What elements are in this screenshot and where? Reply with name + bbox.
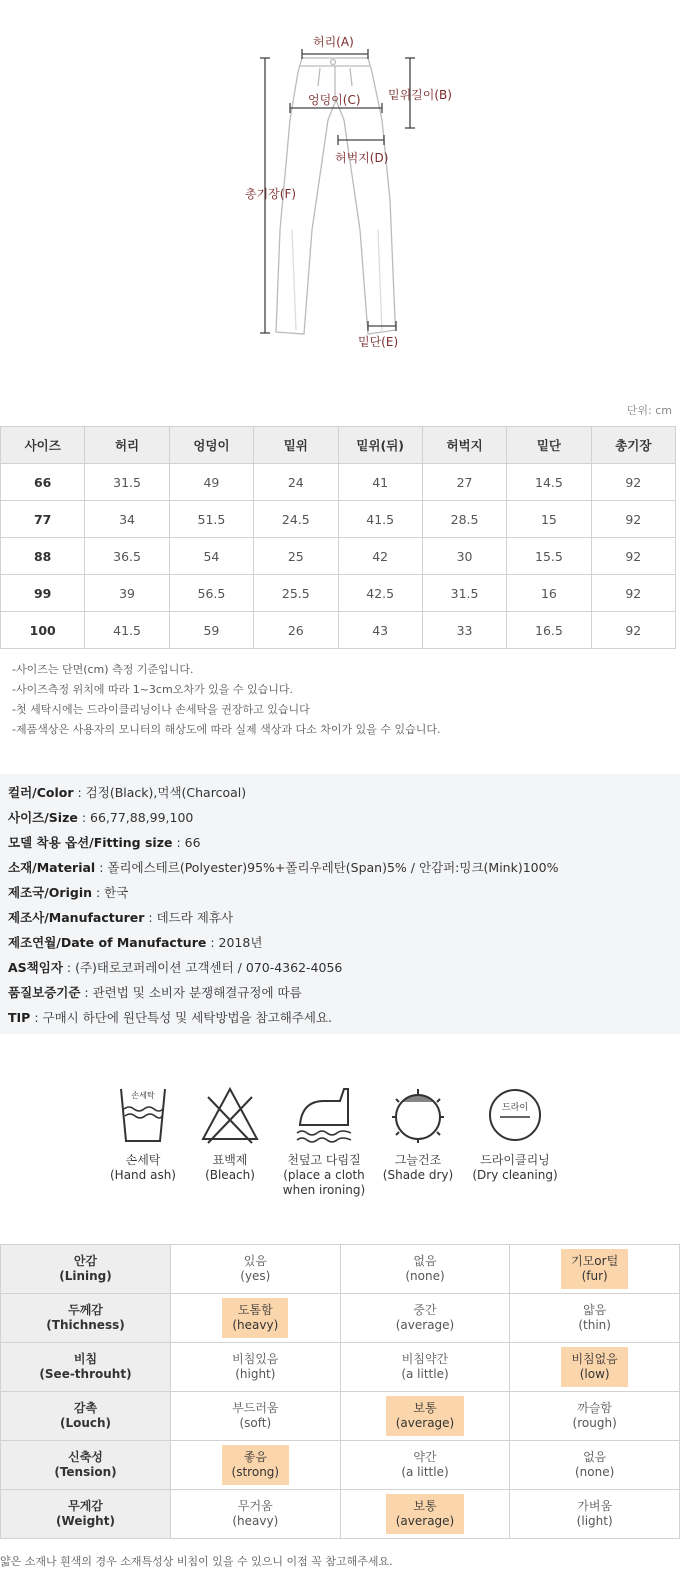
option-text <box>230 1249 280 1289</box>
care-shade-dry <box>368 1085 468 1183</box>
header-cell: 밑위(뒤) <box>338 427 422 464</box>
option-label-en: (average) <box>395 1318 455 1332</box>
property-name-en: (Tension) <box>54 1465 117 1479</box>
fabric-option-cell <box>510 1392 680 1441</box>
product-info-box <box>0 774 680 1034</box>
size-cell: 100 <box>1 612 85 649</box>
option-label-en: (low) <box>579 1367 610 1381</box>
info-value: : (주)태로코퍼레이션 고객센터 / 070-4362-4056 <box>62 960 343 975</box>
option-label-en: (a little) <box>401 1465 449 1479</box>
care-bleach <box>180 1085 280 1183</box>
table-cell: 14.5 <box>507 464 591 501</box>
table-cell: 36.5 <box>85 538 169 575</box>
unit-label: 단위: cm <box>626 404 672 417</box>
option-label: 없음 <box>413 1254 437 1268</box>
dry-clean-icon <box>485 1085 545 1145</box>
size-cell: 99 <box>1 575 85 612</box>
table-cell: 92 <box>591 464 675 501</box>
option-text <box>565 1445 624 1485</box>
info-value: : 데드라 제휴사 <box>144 910 234 925</box>
option-label-en: (none) <box>405 1269 445 1283</box>
fabric-property-head <box>1 1441 171 1490</box>
footnote: 얇은 소재나 흰색의 경우 소재특성상 비침이 있을 수 있으니 이점 꼭 참고해주세요. <box>0 1555 393 1568</box>
property-name: 신축성 <box>68 1450 103 1464</box>
table-cell: 15.5 <box>507 538 591 575</box>
table-cell: 33 <box>422 612 506 649</box>
info-value: : 폴리에스테르(Polyester)95%+폴리우레탄(Span)5% / 안감퍼:밍크(Mink)100% <box>95 860 559 875</box>
hand-wash-icon-text: 손세탁 <box>131 1091 155 1100</box>
option-label: 있음 <box>243 1254 267 1268</box>
option-text <box>395 1249 454 1289</box>
info-row-material <box>8 855 672 880</box>
table-row <box>1 1441 680 1490</box>
table-cell: 41 <box>338 464 422 501</box>
table-cell: 24.5 <box>254 501 338 538</box>
option-label: 약간 <box>413 1450 437 1464</box>
fabric-option-cell <box>171 1294 341 1343</box>
table-cell: 41.5 <box>85 612 169 649</box>
fabric-option-cell <box>510 1490 680 1539</box>
info-row-tip <box>8 1005 672 1030</box>
header-cell: 밑단 <box>507 427 591 464</box>
table-cell: 54 <box>169 538 253 575</box>
size-cell: 66 <box>1 464 85 501</box>
property-name-en: (Louch) <box>59 1416 112 1430</box>
dry-clean-icon-text: 드라이 <box>501 1103 529 1113</box>
bleach-label: 표백제 <box>212 1153 248 1167</box>
table-cell: 25.5 <box>254 575 338 612</box>
pants-illustration <box>0 0 680 395</box>
info-label: 제조국/Origin <box>8 885 92 900</box>
option-label: 보통 <box>413 1499 437 1513</box>
property-name: 두께감 <box>68 1303 103 1317</box>
option-label-en: (heavy) <box>232 1514 279 1528</box>
table-cell: 49 <box>169 464 253 501</box>
option-label: 없음 <box>583 1450 607 1464</box>
fabric-option-cell <box>340 1490 510 1539</box>
table-cell: 92 <box>591 538 675 575</box>
hand-wash-icon <box>113 1085 173 1145</box>
info-label: TIP <box>8 1010 31 1025</box>
table-cell: 34 <box>85 501 169 538</box>
note-line: -첫 세탁시에는 드라이클리닝이나 손세탁을 권장하고 있습니다 <box>12 703 310 716</box>
property-name: 안감 <box>73 1254 98 1268</box>
fabric-option-cell <box>340 1343 510 1392</box>
option-label: 비침있음 <box>232 1352 279 1366</box>
shade-dry-icon <box>388 1085 448 1145</box>
fabric-option-cell <box>510 1294 680 1343</box>
fabric-option-cell <box>340 1441 510 1490</box>
waist-label: 허리(A) <box>313 35 354 49</box>
property-name: 무게감 <box>68 1499 103 1513</box>
fabric-property-head <box>1 1294 171 1343</box>
table-row <box>1 1245 680 1294</box>
table-row <box>1 501 676 538</box>
pants-measurement-diagram <box>0 0 680 395</box>
selected-option-badge <box>386 1494 465 1534</box>
info-row-fitting <box>8 830 672 855</box>
info-value: : 한국 <box>92 885 129 900</box>
header-cell: 허리 <box>85 427 169 464</box>
option-label: 기모or털 <box>571 1254 619 1268</box>
fabric-option-cell <box>171 1441 341 1490</box>
option-label: 비침없음 <box>571 1352 618 1366</box>
dry-clean-label: 드라이클리닝 <box>480 1153 550 1167</box>
option-label-en: (none) <box>575 1465 615 1479</box>
fabric-option-cell <box>171 1343 341 1392</box>
option-text <box>222 1396 288 1436</box>
table-cell: 16.5 <box>507 612 591 649</box>
option-label-en: (light) <box>576 1514 613 1528</box>
table-row <box>1 538 676 575</box>
note-line: -제품색상은 사용자의 모니터의 해상도에 따라 실제 색상과 다소 차이가 있을 수 있습니다. <box>12 723 441 736</box>
table-cell: 28.5 <box>422 501 506 538</box>
info-row-manufacturer <box>8 905 672 930</box>
no-bleach-icon <box>200 1085 260 1145</box>
care-dry-clean <box>465 1085 565 1183</box>
info-row-date <box>8 930 672 955</box>
option-label-en: (strong) <box>231 1465 280 1479</box>
table-row <box>1 612 676 649</box>
dry-clean-label-en: (Dry cleaning) <box>472 1168 558 1182</box>
header-cell: 사이즈 <box>1 427 85 464</box>
fabric-option-cell <box>340 1245 510 1294</box>
table-row <box>1 464 676 501</box>
rise-label: 밑위길이(B) <box>388 88 452 102</box>
property-name-en: (Lining) <box>59 1269 112 1283</box>
size-table-header-row <box>1 427 676 464</box>
care-hand-wash <box>93 1085 193 1183</box>
info-row-as <box>8 955 672 980</box>
option-text <box>222 1494 288 1534</box>
fabric-property-head <box>1 1490 171 1539</box>
option-label-en: (rough) <box>572 1416 617 1430</box>
fabric-option-cell <box>510 1245 680 1294</box>
option-label: 까슬함 <box>577 1401 613 1415</box>
option-text <box>386 1298 465 1338</box>
table-cell: 30 <box>422 538 506 575</box>
table-cell: 31.5 <box>85 464 169 501</box>
table-cell: 42.5 <box>338 575 422 612</box>
table-cell: 59 <box>169 612 253 649</box>
info-label: AS책임자 <box>8 960 63 975</box>
table-cell: 16 <box>507 575 591 612</box>
info-label: 제조연월/Date of Manufacture <box>8 935 207 950</box>
option-label: 얇음 <box>583 1303 607 1317</box>
ironing-label: 천덮고 다림질 <box>287 1153 361 1167</box>
table-cell: 43 <box>338 612 422 649</box>
info-value: : 구매시 하단에 원단특성 및 세탁방법을 참고해주세요. <box>30 1010 332 1025</box>
fabric-property-head <box>1 1343 171 1392</box>
ironing-label-en: (place a cloth <box>283 1168 365 1182</box>
selected-option-badge <box>222 1445 290 1485</box>
info-value: : 관련법 및 소비자 분쟁해결규정에 따름 <box>80 985 302 1000</box>
option-label: 비침약간 <box>401 1352 449 1366</box>
info-label: 컬러/Color <box>8 785 74 800</box>
option-label-en: (fur) <box>581 1269 608 1283</box>
table-row <box>1 575 676 612</box>
table-cell: 15 <box>507 501 591 538</box>
size-notes <box>12 660 440 740</box>
info-row-origin <box>8 880 672 905</box>
info-label: 소재/Material <box>8 860 96 875</box>
table-cell: 26 <box>254 612 338 649</box>
info-value: : 2018년 <box>206 935 263 950</box>
info-value: : 검정(Black),먹색(Charcoal) <box>73 785 247 800</box>
option-label: 보통 <box>413 1401 437 1415</box>
info-row-color <box>8 780 672 805</box>
ironing-label-en-2: when ironing) <box>282 1183 366 1197</box>
fabric-property-head <box>1 1245 171 1294</box>
note-line: -사이즈측정 위치에 따라 1~3cm오차가 있을 수 있습니다. <box>12 683 293 696</box>
fabric-property-table <box>0 1244 680 1539</box>
info-value: : 66 <box>172 835 201 850</box>
table-cell: 24 <box>254 464 338 501</box>
info-label: 품질보증기준 <box>8 985 81 1000</box>
size-cell: 77 <box>1 501 85 538</box>
table-cell: 42 <box>338 538 422 575</box>
hip-label: 엉덩이(C) <box>308 93 361 107</box>
header-cell: 엉덩이 <box>169 427 253 464</box>
table-cell: 92 <box>591 501 675 538</box>
iron-with-cloth-icon <box>294 1085 354 1145</box>
selected-option-badge <box>386 1396 465 1436</box>
option-label: 부드러움 <box>232 1401 279 1415</box>
option-text <box>563 1396 627 1436</box>
option-label-en: (heavy) <box>232 1318 279 1332</box>
shade-dry-label-en: (Shade dry) <box>382 1168 454 1182</box>
shade-dry-label: 그늘건조 <box>394 1153 442 1167</box>
option-text <box>391 1445 458 1485</box>
size-table <box>0 426 676 649</box>
property-name: 비침 <box>73 1352 98 1366</box>
info-label: 사이즈/Size <box>8 810 78 825</box>
option-text <box>391 1347 458 1387</box>
option-text <box>567 1494 623 1534</box>
option-label-en: (average) <box>395 1514 455 1528</box>
option-label-en: (a little) <box>401 1367 449 1381</box>
header-cell: 총기장 <box>591 427 675 464</box>
header-cell: 밑위 <box>254 427 338 464</box>
care-ironing <box>274 1085 374 1198</box>
option-label: 좋음 <box>243 1450 267 1464</box>
table-cell: 39 <box>85 575 169 612</box>
option-label-en: (hight) <box>235 1367 276 1381</box>
property-name-en: (See-throuht) <box>39 1367 132 1381</box>
bleach-label-en: (Bleach) <box>205 1168 255 1182</box>
property-name-en: (Thichness) <box>46 1318 125 1332</box>
option-label-en: (average) <box>395 1416 455 1430</box>
table-cell: 56.5 <box>169 575 253 612</box>
size-cell: 88 <box>1 538 85 575</box>
selected-option-badge <box>561 1347 627 1387</box>
info-row-quality <box>8 980 672 1005</box>
info-row-size <box>8 805 672 830</box>
option-label: 중간 <box>413 1303 437 1317</box>
hand-wash-label: 손세탁 <box>125 1153 161 1167</box>
option-text <box>222 1347 288 1387</box>
fabric-option-cell <box>171 1245 341 1294</box>
option-label: 도톰함 <box>237 1303 273 1317</box>
fabric-property-head <box>1 1392 171 1441</box>
table-cell: 25 <box>254 538 338 575</box>
info-value: : 66,77,88,99,100 <box>77 810 194 825</box>
fabric-option-cell <box>171 1392 341 1441</box>
property-name: 감촉 <box>73 1401 98 1415</box>
selected-option-badge <box>561 1249 628 1289</box>
length-label: 총기장(F) <box>245 187 297 201</box>
table-row <box>1 1490 680 1539</box>
option-label: 무거움 <box>237 1499 273 1513</box>
table-cell: 27 <box>422 464 506 501</box>
property-name-en: (Weight) <box>56 1514 115 1528</box>
table-cell: 92 <box>591 575 675 612</box>
info-label: 제조사/Manufacturer <box>8 910 145 925</box>
option-text <box>568 1298 621 1338</box>
fabric-option-cell <box>171 1490 341 1539</box>
header-cell: 허벅지 <box>422 427 506 464</box>
fabric-option-cell <box>510 1441 680 1490</box>
option-label-en: (thin) <box>578 1318 611 1332</box>
option-label: 가벼움 <box>577 1499 613 1513</box>
fabric-option-cell <box>510 1343 680 1392</box>
table-cell: 51.5 <box>169 501 253 538</box>
table-cell: 41.5 <box>338 501 422 538</box>
fabric-option-cell <box>340 1392 510 1441</box>
option-label-en: (soft) <box>239 1416 272 1430</box>
selected-option-badge <box>222 1298 288 1338</box>
hand-wash-label-en: (Hand ash) <box>110 1168 176 1182</box>
thigh-label: 허벅지(D) <box>335 151 389 165</box>
option-label-en: (yes) <box>240 1269 271 1283</box>
table-cell: 92 <box>591 612 675 649</box>
care-instructions <box>0 1085 680 1215</box>
fabric-option-cell <box>340 1294 510 1343</box>
note-line: -사이즈는 단면(cm) 측정 기준입니다. <box>12 663 194 676</box>
info-label: 모델 착용 옵션/Fitting size <box>8 835 173 850</box>
table-row <box>1 1343 680 1392</box>
hem-label: 밑단(E) <box>358 335 399 349</box>
table-row <box>1 1392 680 1441</box>
table-row <box>1 1294 680 1343</box>
table-cell: 31.5 <box>422 575 506 612</box>
